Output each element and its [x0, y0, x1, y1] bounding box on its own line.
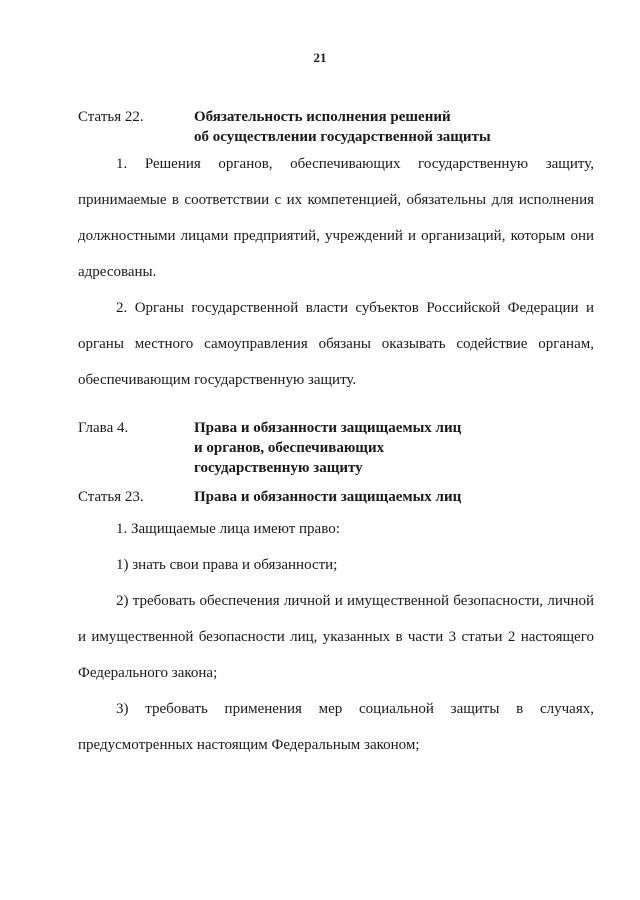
article-23-intro: 1. Защищаемые лица имеют право:: [116, 521, 340, 537]
chapter-4-title-line1: Права и обязанности защищаемых лиц: [194, 420, 462, 436]
article-23-item-1: 1) знать свои права и обязанности;: [116, 557, 338, 573]
page-number: 21: [313, 50, 327, 65]
article-22-heading: [78, 107, 594, 147]
chapter-4-title-line3: государственную защиту: [194, 460, 363, 476]
article-23-title: Права и обязанности защищаемых лиц: [194, 489, 462, 505]
article-22-title-line2: об осуществлении государственной защиты: [194, 129, 491, 145]
article-23-label: Статья 23.: [78, 489, 144, 505]
chapter-4-title-line2: и органов, обеспечивающих: [194, 440, 385, 456]
article-22-label: Статья 22.: [78, 109, 144, 125]
article-22-title-line1: Обязательность исполнения решений: [194, 109, 451, 125]
article-23-item-3: 3) требовать применения мер социальной защиты в случаях, предусмотренных настоящим Федеральным законом;: [78, 701, 594, 753]
chapter-4-heading: [78, 418, 594, 478]
article-22-paragraph-2: 2. Органы государственной власти субъектов Российской Федерации и органы местного самоуправления обязаны оказывать содействие органам, обеспечивающим государственную защиту.: [78, 300, 594, 388]
chapter-4-label: Глава 4.: [78, 420, 129, 436]
article-22-paragraph-1: 1. Решения органов, обеспечивающих государственную защиту, принимаемые в соответствии с их компетенцией, обязательны для исполнения должностными лицами предприятий, учреждений и организаций, которым они адресованы.: [78, 156, 594, 280]
article-23-heading: [78, 487, 594, 507]
article-23-item-2: 2) требовать обеспечения личной и имущественной безопасности, личной и имущественной безопасности лиц, указанных в части 3 статьи 2 настоящего Федерального закона;: [78, 593, 594, 681]
